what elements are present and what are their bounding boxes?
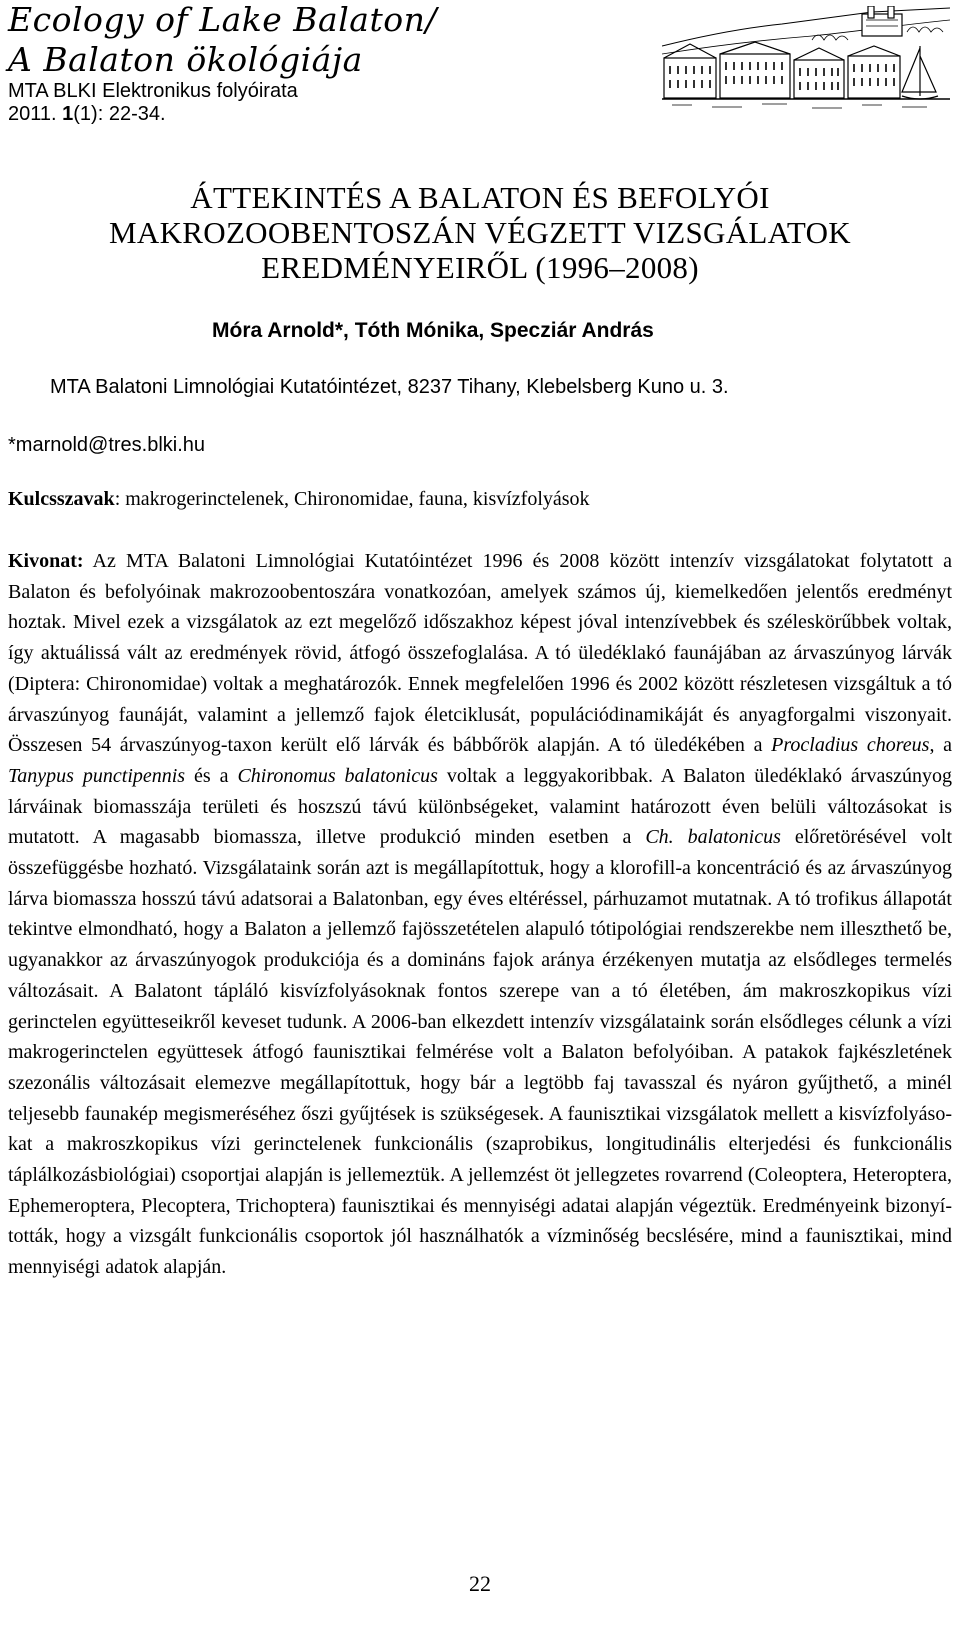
- species-name: Tanypus punctipennis: [8, 764, 186, 787]
- page-number: 22: [469, 1571, 491, 1596]
- lake-balaton-illustration: [662, 6, 950, 114]
- journal-title-hu: A Balaton ökológiája: [8, 40, 363, 79]
- journal-citation: 2011. 1(1): 22-34.: [8, 103, 166, 125]
- species-name: Ch. balatonicus: [645, 826, 781, 849]
- journal-publisher: MTA BLKI Elektronikus folyóirata: [8, 80, 298, 102]
- journal-header: [8, 0, 568, 126]
- abstract-label: Kivonat:: [8, 550, 84, 572]
- species-name: Procladius choreus: [771, 734, 930, 757]
- article-title-line-2: MAKROZOOBENTOSZÁN VÉGZETT VIZSGÁLATOK: [109, 215, 851, 250]
- species-name: Chironomus balatonicus: [237, 764, 438, 787]
- keywords-label: Kulcsszavak: [8, 488, 115, 510]
- article-title-line-1: ÁTTEKINTÉS A BALATON ÉS BEFOLYÓI: [190, 180, 770, 215]
- keywords-text: : makrogerinctelenek, Chironomidae, fauna, kisvízfolyások: [114, 488, 590, 510]
- article-title-line-3: EREDMÉNYEIRŐL (1996–2008): [261, 250, 699, 285]
- abstract: Kivonat: Az MTA Balatoni Limnológiai Kutatóintézet 1996 és 2008 között intenzív vizsgálatokat folytatott a Balaton és befolyóinak makrozoobentoszára vonatkozóan, amelyek számos új, kiemelkedően jelentős eredményt hoztak. Mivel ezek a vizsgálatok az ezt megelőző időszakhoz képest jóval intenzívebbek és széleskörűbbek voltak, így aktuálissá vált az eredmények rövid, átfogó összefoglalása. A tó üledéklakó faunájában az árvaszúnyog lárvák (Diptera: Chironomidae) voltak a meghatározók. Ennek megfelelően 1996 és 2002 között részletesen vizsgáltuk a tó árvaszúnyog faunáját, valamint a jellemző fajok életciklusát, populációdinamikáját és anyagforgalmi viszonyait. Összesen 54 árvaszúnyog-taxon került elő lárvák és bábbőrök alapján. A tó üledékében a Procladius choreus, a Tanypus punctipennis és a Chironomus balatonicus voltak a leggyakoribbak. A Balaton üledéklakó árvaszúnyog lárváinak biomasszája területi és hoszszú távú különbségeket, valamint határozott éven belüli változásokat is mutatott. A magasabb biomassza, illetve produkció minden esetben a Ch. balatonicus előretörésével volt összefüggésbe hozható. Vizsgálataink során azt is megállapítottuk, hogy a klorofill-a koncentráció és az árvaszúnyog lárva biomassza hosszú távú adatsorai a Balatonban, egy éves eltéréssel, párhuzamot mutatnak. A tó trofikus állapotát tekintve elmondható, hogy a Balaton a jellemző fajösszetételen alapuló tótipológiai rendszerekbe nem illeszthető be, ugyanakkor az árvaszúnyogok produkciója és a domináns fajok aránya érzékenyen mutatja az elsődleges termelés változásait. A Balatont tápláló kisvízfolyásoknak fontos szerepe van a tó életében, ám makroszkopikus vízi gerinctelen együtteseikről keveset tudunk. A 2006-ban elkezdett intenzív vizsgálataink során elsődleges célunk a vízi makrogerinctelen együttesek átfogó faunisztikai felmérése volt a Balaton befolyóiban. A patakok fajkészletének szezonális változásait elemezve megállapítottuk, hogy bár a legtöbb faj tavasszal és nyáron gyűjthető, a minél teljesebb faunakép megismeréséhez őszi gyűjtések is szükségesek. A faunisztikai vizsgálatok mellett a kisvízfolyásokat a makroszkopikus vízi gerinctelenek funkcionális (szaprobikus, longitudinális elterjedési és funkcionális táplálkozásbiológiai) csoportjai alapján is jellemeztük. A jellemzést öt jellegzetes rovarrend (Coleoptera, Heteroptera, Ephemeroptera, Plecoptera, Trichoptera) faunisztikai és mennyiségi adatai alapján végeztük. Eredményeink bizonyították, hogy a vizsgált funkcionális csoportok jól használhatók a vízminőség becslésére, mind a faunisztikai, mind mennyiségi adatok alapján.: [8, 550, 953, 1279]
- journal-title-en: Ecology of Lake Balaton/: [8, 0, 437, 39]
- keywords: [8, 488, 590, 511]
- author-list: Móra Arnold*, Tóth Mónika, Specziár András: [212, 319, 654, 342]
- article-title: [0, 180, 960, 285]
- corresponding-email: *marnold@tres.blki.hu: [8, 434, 206, 456]
- affiliation: MTA Balatoni Limnológiai Kutatóintézet, 8237 Tihany, Klebelsberg Kuno u. 3.: [50, 376, 729, 398]
